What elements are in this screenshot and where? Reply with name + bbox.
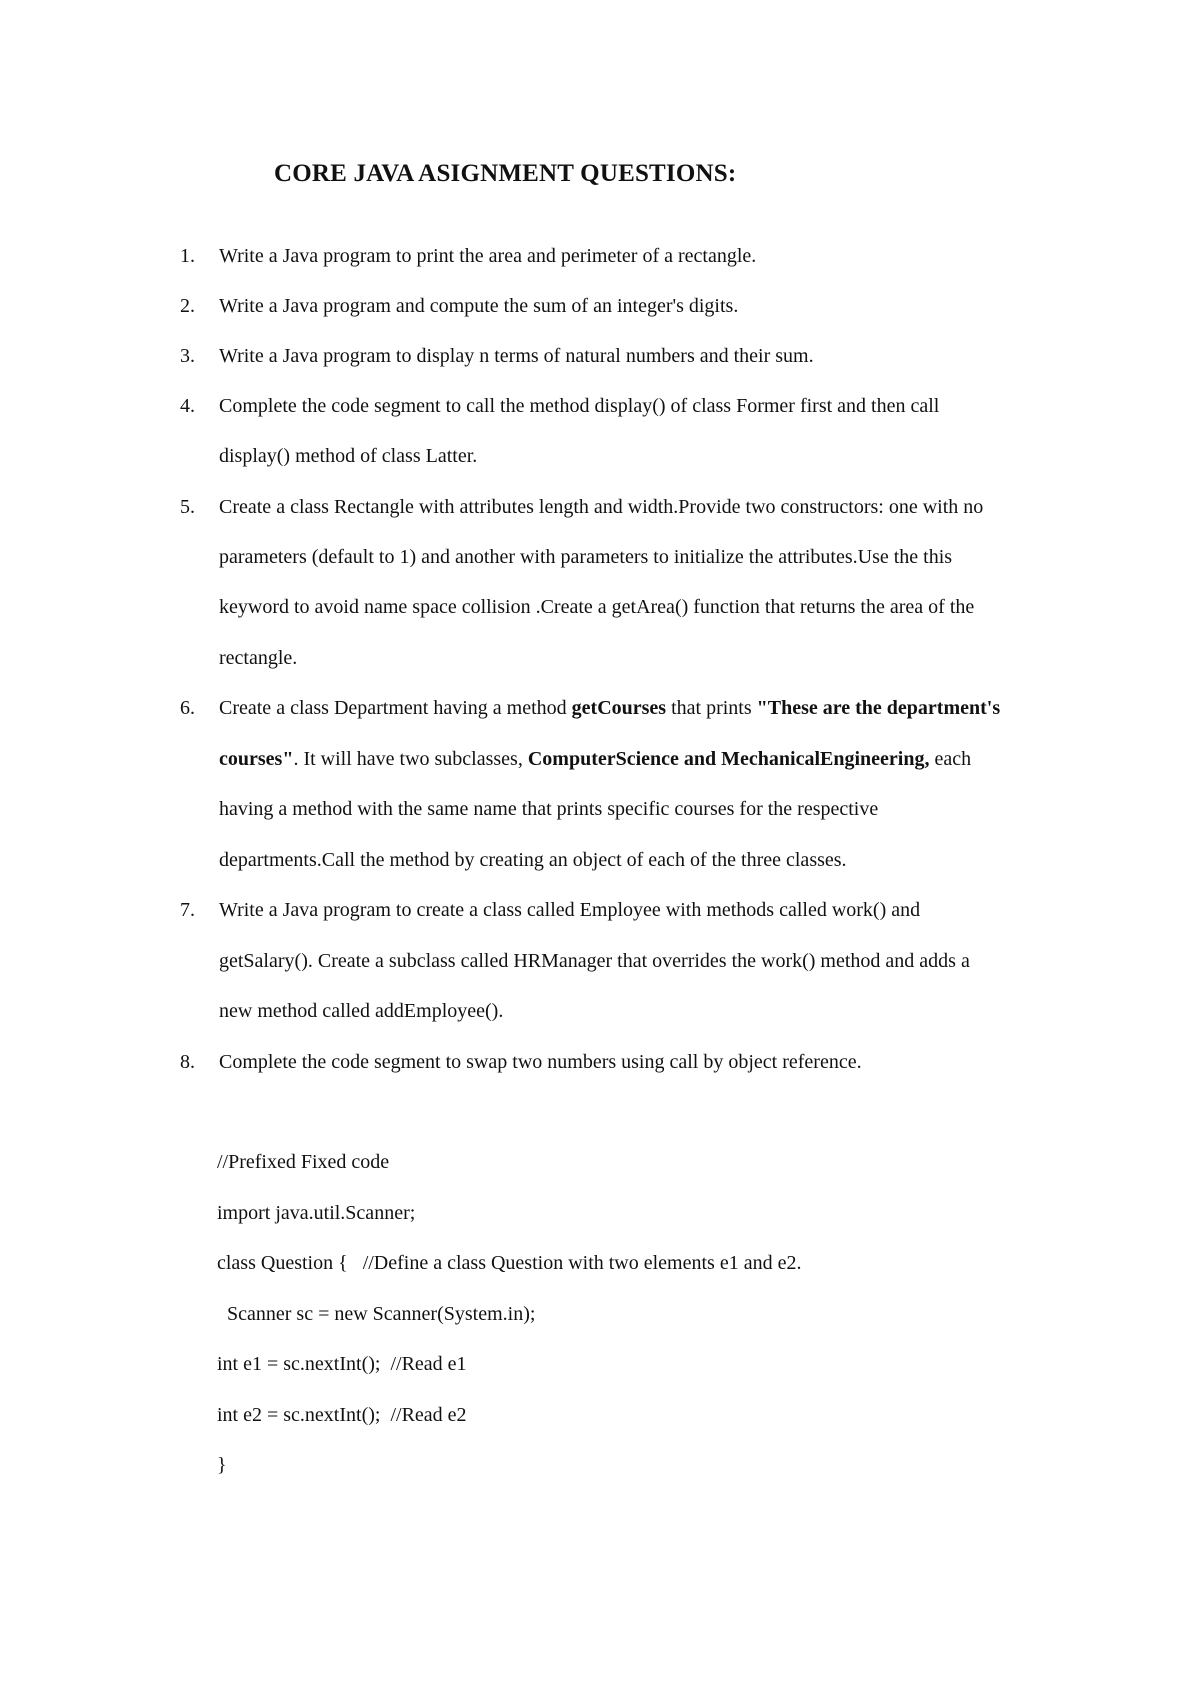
code-line-7: } — [217, 1454, 227, 1476]
question-6-text: . It will have two subclasses, — [293, 748, 528, 770]
code-line-4: Scanner sc = new Scanner(System.in); — [217, 1303, 536, 1325]
question-8-line-1: Complete the code segment to swap two numbers using call by object reference. — [219, 1051, 862, 1073]
question-8-number: 8. — [180, 1051, 195, 1073]
code-line-5: int e1 = sc.nextInt(); //Read e1 — [217, 1353, 467, 1375]
question-1-line-1: Write a Java program to print the area and perimeter of a rectangle. — [219, 245, 757, 267]
question-7-line-2: getSalary(). Create a subclass called HRManager that overrides the work() method and adds a — [219, 950, 970, 972]
question-7-line-3: new method called addEmployee(). — [219, 1000, 504, 1022]
question-6-text: each — [929, 748, 972, 770]
question-5-line-1: Create a class Rectangle with attributes length and width.Provide two constructors: one with no — [219, 496, 984, 518]
question-5-line-4: rectangle. — [219, 647, 298, 669]
subclass-names: ComputerScience and MechanicalEngineering, — [527, 748, 930, 770]
question-2-number: 2. — [180, 295, 195, 317]
question-2-line-1: Write a Java program and compute the sum of an integer's digits. — [219, 295, 739, 317]
method-name-getcourses: getCourses — [571, 697, 667, 719]
question-6-line-2 — [219, 747, 971, 771]
question-7-number: 7. — [180, 899, 195, 921]
question-4-line-2: display() method of class Latter. — [219, 445, 478, 467]
printed-string-end: courses" — [219, 748, 294, 770]
question-6-text: Create a class Department having a method — [219, 697, 572, 719]
code-line-3: class Question { //Define a class Question with two elements e1 and e2. — [217, 1252, 802, 1274]
question-7-line-1: Write a Java program to create a class called Employee with methods called work() and — [219, 899, 921, 921]
question-4-number: 4. — [180, 395, 195, 417]
question-6-line-4: departments.Call the method by creating an object of each of the three classes. — [219, 849, 847, 871]
question-6-line-3: having a method with the same name that prints specific courses for the respective — [219, 798, 879, 820]
question-5-number: 5. — [180, 496, 195, 518]
question-3-line-1: Write a Java program to display n terms of natural numbers and their sum. — [219, 345, 814, 367]
code-line-2: import java.util.Scanner; — [217, 1202, 416, 1224]
printed-string: "These are the department's — [756, 697, 1001, 719]
question-3-number: 3. — [180, 345, 195, 367]
question-6-text: that prints — [666, 697, 757, 719]
question-5-line-3: keyword to avoid name space collision .Create a getArea() function that returns the area of the — [219, 596, 975, 618]
question-5-line-2: parameters (default to 1) and another with parameters to initialize the attributes.Use the this — [219, 546, 953, 568]
question-6-line-1 — [219, 696, 1000, 720]
code-line-1: //Prefixed Fixed code — [217, 1151, 390, 1173]
code-line-6: int e2 = sc.nextInt(); //Read e2 — [217, 1404, 467, 1426]
question-4-line-1: Complete the code segment to call the method display() of class Former first and then call — [219, 395, 940, 417]
question-6-number: 6. — [180, 697, 195, 719]
document-title: CORE JAVA ASIGNMENT QUESTIONS: — [274, 160, 737, 187]
question-1-number: 1. — [180, 245, 195, 267]
